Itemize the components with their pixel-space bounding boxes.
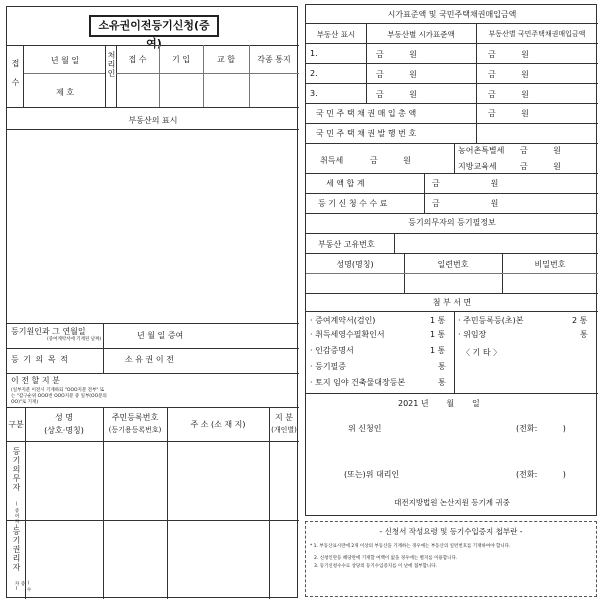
attach-left-2: · 취득세영수필확인서 — [310, 330, 385, 339]
attach-left-5: · 토지 임야 건축물대장등본 — [310, 378, 406, 387]
party-header-address: 주 소 (소 재 지) — [190, 420, 246, 429]
handler-label: 처리인 — [107, 51, 116, 78]
party-header-id: 주민등록번호 — [111, 413, 159, 422]
note-3: 3. 등기신청수수료 상당의 등기수입증지를 이 난에 첩부합니다. — [314, 564, 437, 569]
party-header-name-sub: (상호·명칭) — [44, 426, 84, 435]
agent-label: (또는)위 대리인 — [344, 470, 400, 479]
fee-row-3-no: 3. — [310, 89, 318, 98]
left-page — [6, 6, 298, 598]
receipt-col-notice: 각종 통지 — [257, 55, 291, 64]
obligor-row-sub: (증여자) — [14, 502, 19, 531]
fee-row-1-bond[interactable]: 금 원 — [488, 50, 529, 59]
filing-fee-label: 등 기 신 청 수 수 료 — [318, 199, 388, 208]
education-tax-label: 지방교육세 — [458, 162, 497, 171]
bond-total-label: 국 민 주 택 채 권 매 입 총 액 — [316, 109, 417, 118]
fee-row-3-amount[interactable]: 금 원 — [376, 90, 417, 99]
obligee-row-label: 등기권리자 — [12, 527, 21, 572]
notes-box — [305, 521, 597, 597]
attach-right-2: · 위임장 — [458, 330, 487, 339]
cred-header-name: 성명(명칭) — [336, 260, 374, 269]
education-tax-value[interactable]: 금 원 — [520, 162, 561, 171]
fee-title: 시가표준액 및 국민주택채권매입금액 — [387, 10, 517, 19]
attach-left-3: · 인감증명서 — [310, 346, 354, 355]
attach-left-3-count: 1 통 — [430, 346, 446, 355]
attach-left-4-count: 통 — [438, 362, 446, 371]
transfer-share-label: 이 전 할 지 분 — [11, 376, 60, 385]
cause-value[interactable]: 년 월 일 증여 — [137, 331, 184, 340]
attach-right-2-count: 통 — [580, 330, 588, 339]
cause-label: 등기원인과 그 연월일 — [11, 327, 86, 336]
attach-left-2-count: 1 통 — [430, 330, 446, 339]
purpose-label: 등 기 의 목 적 — [11, 355, 69, 364]
receipt-number-label: 제 호 — [56, 88, 74, 97]
bond-total-value[interactable]: 금 원 — [488, 109, 529, 118]
party-header-share-sub: (개인별) — [271, 426, 297, 434]
receipt-col-check: 교 합 — [217, 55, 235, 64]
rural-tax-label: 농어촌특별세 — [458, 146, 505, 155]
note-1: * 1. 부동산표시란에 2개 이상의 부동산을 기재하는 경우에는 부동산의 일련번호를 기재하여야 합니다. — [310, 544, 511, 549]
attach-title: 첨 부 서 면 — [432, 298, 472, 307]
note-2: 2. 신청인란등 해당란에 기재할 여백이 없을 경우에는 별지를 이용합니다. — [314, 556, 458, 561]
transfer-share-value[interactable] — [107, 375, 297, 405]
date-line[interactable]: 2021 년 월 일 — [398, 399, 480, 408]
applicant-label: 위 신청인 — [348, 424, 382, 433]
agent-phone[interactable]: (전화: ) — [516, 470, 566, 479]
bond-number-label: 국 민 주 택 채 권 발 행 번 호 — [316, 129, 417, 138]
fee-header-amount: 부동산별 시가표준액 — [387, 30, 455, 39]
rural-tax-value[interactable]: 금 원 — [520, 146, 561, 155]
filing-fee-value[interactable]: 금 원 — [432, 199, 499, 208]
obligor-row[interactable] — [27, 443, 297, 518]
receipt-col-entry: 기 입 — [172, 55, 190, 64]
tax-total-label: 세 액 합 계 — [326, 179, 365, 188]
attach-right-1: · 주민등록등(초)본 — [458, 316, 524, 325]
fee-header-property: 부동산 표시 — [316, 30, 356, 39]
court-line: 대전지방법원 논산지원 등기계 귀중 — [394, 498, 510, 507]
party-header-type: 구분 — [8, 420, 24, 429]
fee-row-2-no: 2. — [310, 69, 318, 78]
acquisition-tax-value[interactable]: 금 원 — [370, 156, 411, 165]
receipt-side-label: 접 수 — [11, 59, 20, 87]
fee-header-bond: 부동산별 국민주택채권매입금액 — [488, 30, 586, 38]
obligor-row-label: 등기의무자 — [12, 447, 21, 492]
fee-row-3-bond[interactable]: 금 원 — [488, 90, 529, 99]
fee-row-2-amount[interactable]: 금 원 — [376, 70, 417, 79]
applicant-phone[interactable]: (전화: ) — [516, 424, 566, 433]
obligor-info-title: 등기의무자의 등기필정보 — [408, 218, 496, 227]
property-header: 부동산의 표시 — [128, 116, 178, 125]
property-id-label: 부동산 고유번호 — [318, 240, 375, 249]
tax-total-value[interactable]: 금 원 — [432, 179, 499, 188]
purpose-value[interactable]: 소 유 권 이 전 — [125, 355, 174, 364]
right-page — [305, 4, 597, 516]
attach-right-3: 〈 기 타 〉 — [462, 348, 502, 357]
acquisition-tax-label: 취득세 — [320, 156, 344, 165]
cred-header-serial: 일련번호 — [437, 260, 469, 269]
party-header-id-sub: (등기용등록번호) — [108, 426, 162, 434]
cause-note: (증여계약서에 기재된 날짜) — [47, 337, 102, 342]
fee-row-1-amount[interactable]: 금 원 — [376, 50, 417, 59]
obligee-row[interactable] — [27, 522, 297, 597]
receipt-col-intake: 접 수 — [128, 55, 147, 64]
cred-header-password: 비밀번호 — [534, 260, 566, 269]
receipt-date-label: 년 월 일 — [50, 56, 80, 65]
attach-left-1: · 증여계약서(검인) — [310, 316, 376, 325]
property-area[interactable] — [9, 131, 297, 321]
attach-left-4: · 등기필증 — [310, 362, 346, 371]
fee-row-2-bond[interactable]: 금 원 — [488, 70, 529, 79]
form-title: 소유권이전등기신청(증여) — [89, 15, 219, 37]
attach-right-1-count: 2 통 — [572, 316, 588, 325]
party-header-name: 성 명 — [55, 413, 73, 422]
obligee-row-sub: (수증자) — [14, 581, 31, 593]
notes-title: - 신청서 작성요령 및 등기수입증지 첩부란 - — [379, 527, 523, 536]
attach-left-1-count: 1 통 — [430, 316, 446, 325]
fee-row-1-no: 1. — [310, 49, 318, 58]
attach-left-5-count: 통 — [438, 378, 446, 387]
party-header-share: 지 분 — [275, 413, 293, 422]
transfer-share-note: (일부지분 이전시 기재하되 "OOO지분 전부" 또는 "갑구순위 OOO번 OOO지분 중 일부(OO분의 OO)"로 기재) — [11, 388, 107, 405]
